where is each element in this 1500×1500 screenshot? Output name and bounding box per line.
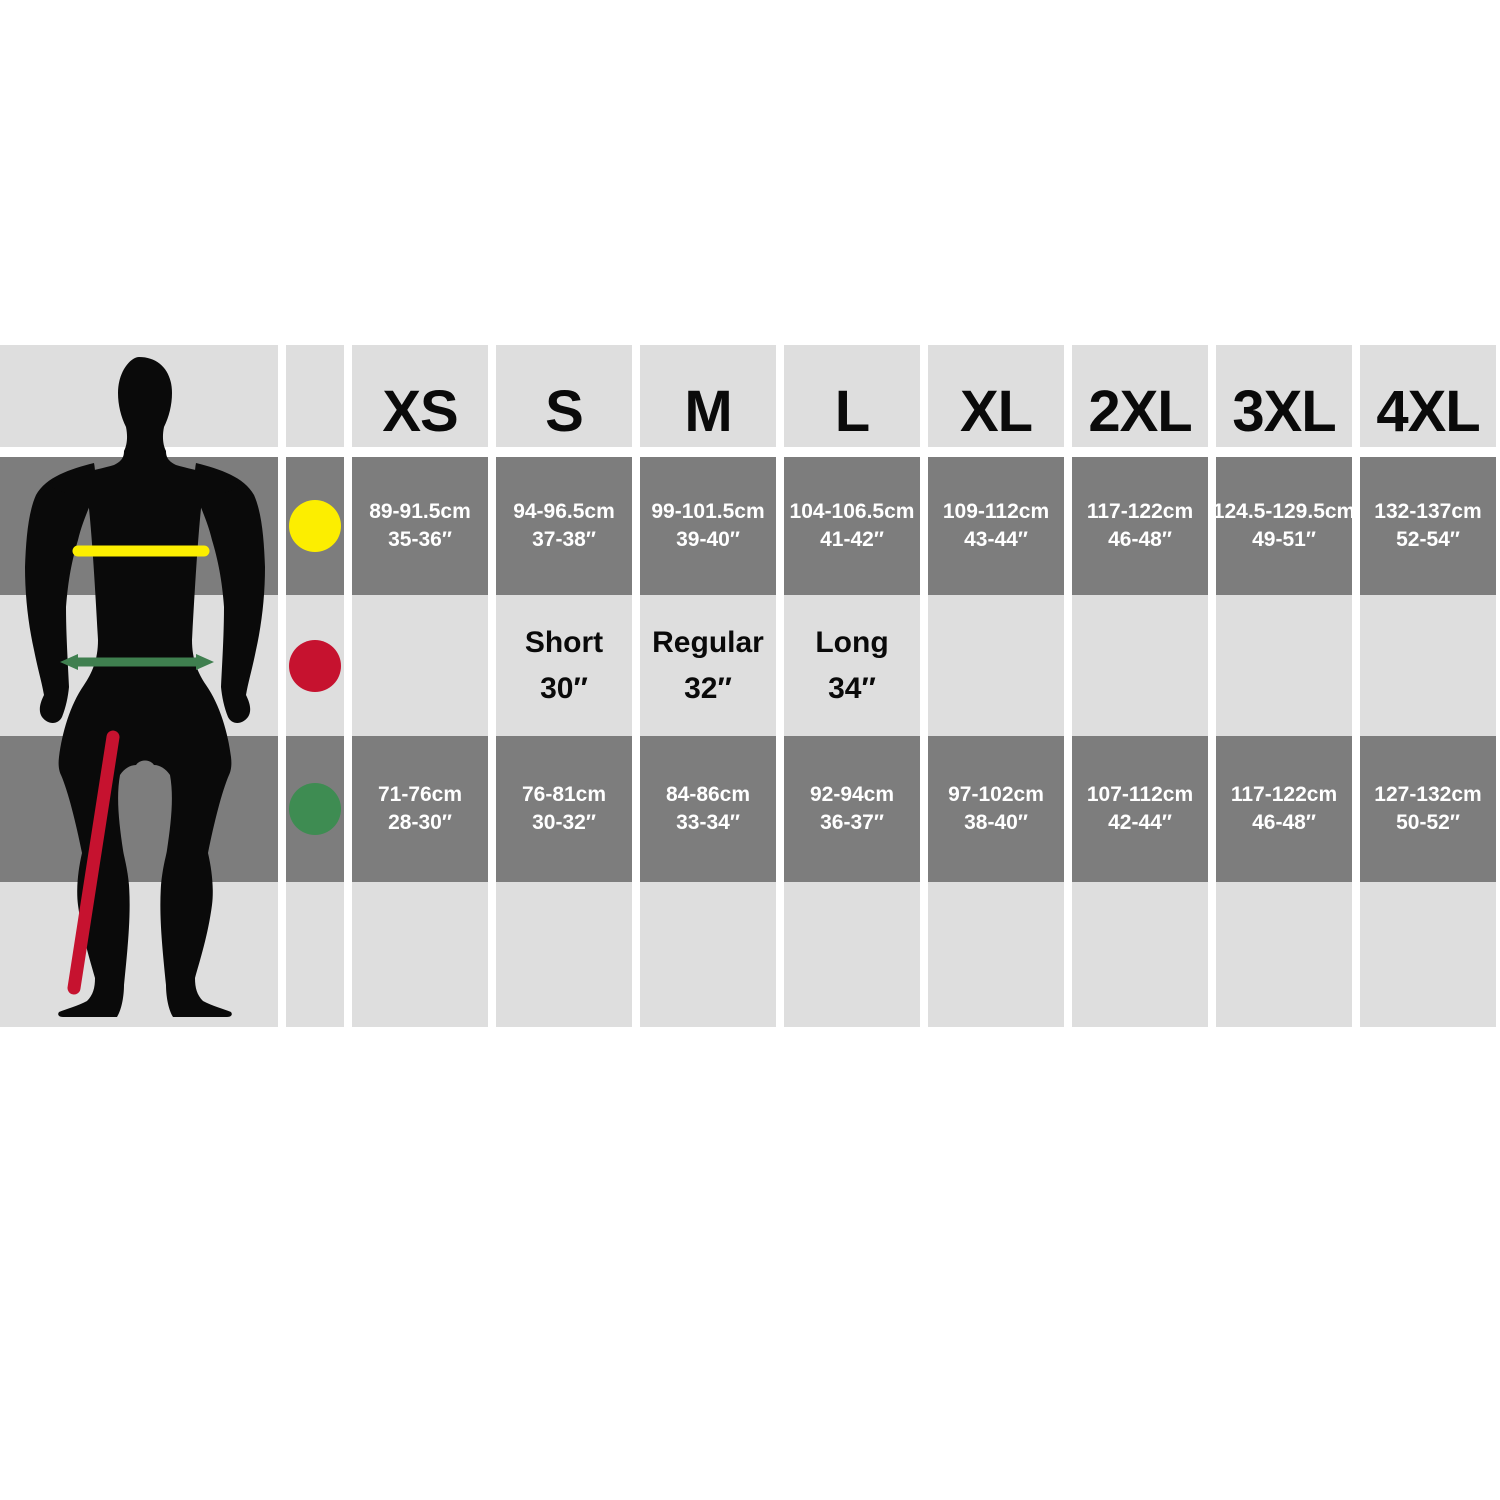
leg-cell-l: [784, 595, 920, 736]
waist-cm: 117-122cm: [1230, 783, 1338, 806]
waist-green-dot-icon: [289, 783, 341, 835]
chest-in: 35-36″: [388, 528, 452, 551]
waist-cm: 76-81cm: [521, 783, 607, 806]
chest-in: 41-42″: [820, 528, 884, 551]
silhouette-band-bottom: [0, 882, 278, 1027]
chest-cm: 104-106.5cm: [789, 500, 915, 523]
size-col-header-xl: XL: [928, 345, 1064, 447]
chest-cm: 109-112cm: [942, 500, 1050, 523]
silhouette-band-waist: [0, 736, 278, 882]
chest-in: 37-38″: [532, 528, 596, 551]
waist-in: 36-37″: [820, 811, 884, 834]
size-chart-table: [0, 345, 1496, 1027]
waist-cm: 71-76cm: [377, 783, 463, 806]
waist-cm: 127-132cm: [1374, 783, 1482, 806]
leg-cell-4xl-empty: [1360, 595, 1496, 736]
chest-in: 43-44″: [964, 528, 1028, 551]
header-gap: [0, 447, 1496, 457]
waist-cell-xl: [928, 736, 1064, 882]
leg-cell-3xl-empty: [1216, 595, 1352, 736]
chest-yellow-dot-icon: [289, 500, 341, 552]
chest-cm: 94-96.5cm: [513, 500, 615, 523]
chest-cell-3xl: [1212, 457, 1356, 595]
chest-cell-s: [496, 457, 632, 595]
size-col-header-m: M: [640, 345, 776, 447]
leg-cell-2xl-empty: [1072, 595, 1208, 736]
size-col-header-s: S: [496, 345, 632, 447]
chest-cell-xl: [928, 457, 1064, 595]
silhouette-band-leg: [0, 595, 278, 736]
waist-cell-m: [640, 736, 776, 882]
leg-cell-m: [640, 595, 776, 736]
chest-in: 52-54″: [1396, 528, 1460, 551]
inside-leg-red-dot-icon: [289, 640, 341, 692]
spacer-cell: [286, 882, 344, 1027]
waist-dot-cell: [286, 736, 344, 882]
spacer-cell: [352, 882, 488, 1027]
silhouette-band-chest: [0, 457, 278, 595]
leg-length-value: 30″: [540, 671, 588, 705]
waist-cm: 84-86cm: [665, 783, 751, 806]
size-col-header-2xl: 2XL: [1072, 345, 1208, 447]
leg-length-value: 34″: [828, 671, 876, 705]
size-col-header-xs: XS: [352, 345, 488, 447]
silhouette-band-header: [0, 345, 278, 447]
dot-column-header: [286, 345, 344, 447]
leg-dot-cell: [286, 595, 344, 736]
chest-in: 46-48″: [1108, 528, 1172, 551]
waist-in: 28-30″: [388, 811, 452, 834]
waist-cell-xs: [352, 736, 488, 882]
chest-dot-cell: [286, 457, 344, 595]
waist-cell-s: [496, 736, 632, 882]
waist-in: 50-52″: [1396, 811, 1460, 834]
leg-cell-xs-empty: [352, 595, 488, 736]
leg-cell-xl-empty: [928, 595, 1064, 736]
size-col-header-l: L: [784, 345, 920, 447]
waist-cm: 97-102cm: [948, 783, 1044, 806]
waist-in: 42-44″: [1108, 811, 1172, 834]
chest-cell-4xl: [1360, 457, 1496, 595]
spacer-cell: [784, 882, 920, 1027]
leg-length-value: 32″: [684, 671, 732, 705]
waist-cell-3xl: [1216, 736, 1352, 882]
chest-cell-xs: [352, 457, 488, 595]
waist-in: 38-40″: [964, 811, 1028, 834]
spacer-cell: [928, 882, 1064, 1027]
chest-in: 49-51″: [1252, 528, 1316, 551]
chest-cm: 124.5-129.5cm: [1212, 500, 1356, 523]
spacer-cell: [1072, 882, 1208, 1027]
waist-cell-2xl: [1072, 736, 1208, 882]
leg-cell-s: [496, 595, 632, 736]
waist-cell-l: [784, 736, 920, 882]
waist-in: 33-34″: [676, 811, 740, 834]
waist-in: 30-32″: [532, 811, 596, 834]
spacer-cell: [1216, 882, 1352, 1027]
chest-cell-m: [640, 457, 776, 595]
chest-cell-2xl: [1072, 457, 1208, 595]
waist-cell-4xl: [1360, 736, 1496, 882]
spacer-cell: [640, 882, 776, 1027]
chest-cm: 117-122cm: [1086, 500, 1194, 523]
spacer-cell: [1360, 882, 1496, 1027]
size-col-header-4xl: 4XL: [1360, 345, 1496, 447]
spacer-cell: [496, 882, 632, 1027]
leg-length-label: Regular: [652, 625, 764, 659]
size-col-header-3xl: 3XL: [1216, 345, 1352, 447]
chest-cm: 89-91.5cm: [369, 500, 471, 523]
waist-cm: 92-94cm: [809, 783, 895, 806]
chest-cell-l: [784, 457, 920, 595]
chest-cm: 99-101.5cm: [651, 500, 765, 523]
waist-in: 46-48″: [1252, 811, 1316, 834]
waist-cm: 107-112cm: [1086, 783, 1194, 806]
leg-length-label: Long: [815, 625, 889, 659]
chest-in: 39-40″: [676, 528, 740, 551]
chest-cm: 132-137cm: [1374, 500, 1482, 523]
leg-length-label: Short: [524, 625, 604, 659]
